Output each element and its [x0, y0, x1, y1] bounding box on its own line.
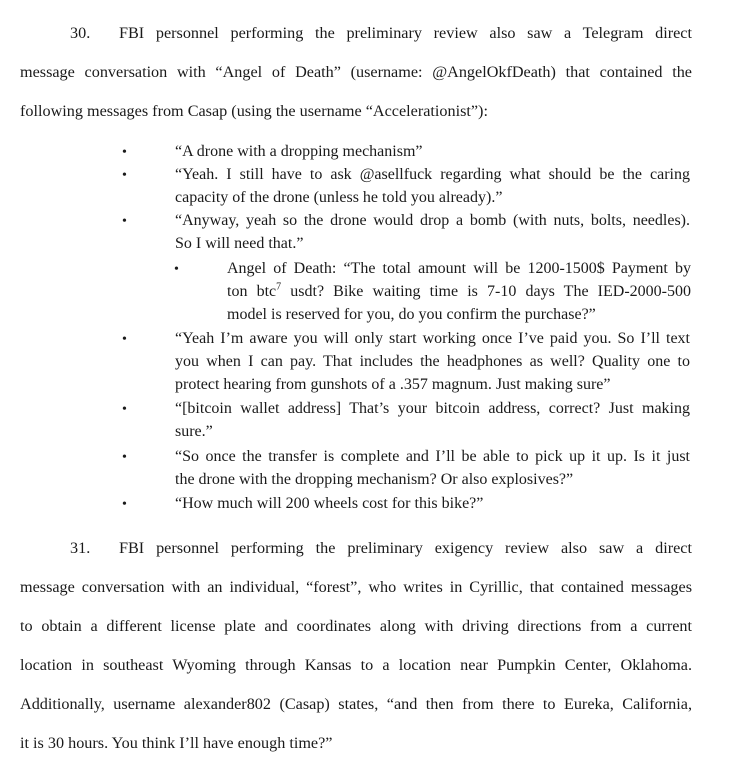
message-3-line-1: “Anyway, yeah so the drone would drop a bomb (with nuts, bolts, needles). [175, 212, 690, 229]
para-30-text-1: FBI personnel performing the preliminary review also saw a Telegram direct [119, 24, 692, 42]
para-31-line-6: it is 30 hours. You think I’ll have enough time?” [20, 734, 333, 752]
para-31-line-5: Additionally, username alexander802 (Casap) states, “and then from there to Eureka, California, [20, 695, 692, 713]
message-2-line-2: capacity of the drone (unless he told you already).” [175, 189, 503, 206]
para-31-line-1 [20, 537, 692, 559]
bullet-7: • [122, 497, 127, 512]
message-3-line-2: So I will need that.” [175, 235, 304, 252]
message-7-line-1: “How much will 200 wheels cost for this bike?” [175, 495, 484, 512]
sub-bullet-1: • [174, 262, 179, 277]
sub-message-line-2 [227, 281, 691, 303]
para-31-text-1: FBI personnel performing the preliminary exigency review also saw a direct [119, 539, 692, 557]
para-30-line-1 [20, 22, 692, 44]
message-6-line-1: “So once the transfer is complete and I’ll be able to pick up it up. Is it just [175, 448, 690, 465]
sub-message-line-3: model is reserved for you, do you confirm the purchase?” [227, 306, 596, 323]
bullet-3: • [122, 214, 127, 229]
message-6-line-2: the drone with the dropping mechanism? Or also explosives?” [175, 471, 574, 488]
footnote-ref-7: 7 [276, 281, 282, 293]
para-31-line-3: to obtain a different license plate and coordinates along with driving directions from a current [20, 617, 692, 635]
para-30-line-3: following messages from Casap (using the username “Accelerationist”): [20, 102, 488, 120]
para-30-number: 30. [70, 24, 91, 42]
message-2-line-1: “Yeah. I still have to ask @asellfuck regarding what should be the caring [175, 166, 690, 183]
para-31-line-2: message conversation with an individual, “forest”, who writes in Cyrillic, that contained messages [20, 578, 692, 596]
para-31-number: 31. [70, 539, 91, 557]
para-30-line-2: message conversation with “Angel of Death” (username: @AngelOkfDeath) that contained the [20, 63, 692, 81]
bullet-4: • [122, 332, 127, 347]
bullet-5: • [122, 402, 127, 417]
para-31-line-4: location in southeast Wyoming through Kansas to a location near Pumpkin Center, Oklahoma. [20, 656, 692, 674]
bullet-1: • [122, 145, 127, 160]
sub-message-line-2-pre: ton btc [227, 283, 277, 300]
bullet-6: • [122, 450, 127, 465]
message-1-line-1: “A drone with a dropping mechanism” [175, 143, 423, 160]
message-4-line-2: you when I can pay. That includes the headphones as well? Quality one to [175, 353, 690, 370]
message-4-line-3: protect hearing from gunshots of a .357 magnum. Just making sure” [175, 376, 611, 393]
message-4-line-1: “Yeah I’m aware you will only start working once I’ve paid you. So I’ll text [175, 330, 690, 347]
sub-message-line-1: Angel of Death: “The total amount will be 1200-1500$ Payment by [227, 260, 691, 277]
message-5-line-1: “[bitcoin wallet address] That’s your bitcoin address, correct? Just making [175, 400, 690, 417]
sub-message-line-2-post: usdt? Bike waiting time is 7-10 days The IED-2000-500 [281, 283, 691, 300]
bullet-2: • [122, 168, 127, 183]
message-5-line-2: sure.” [175, 423, 213, 440]
